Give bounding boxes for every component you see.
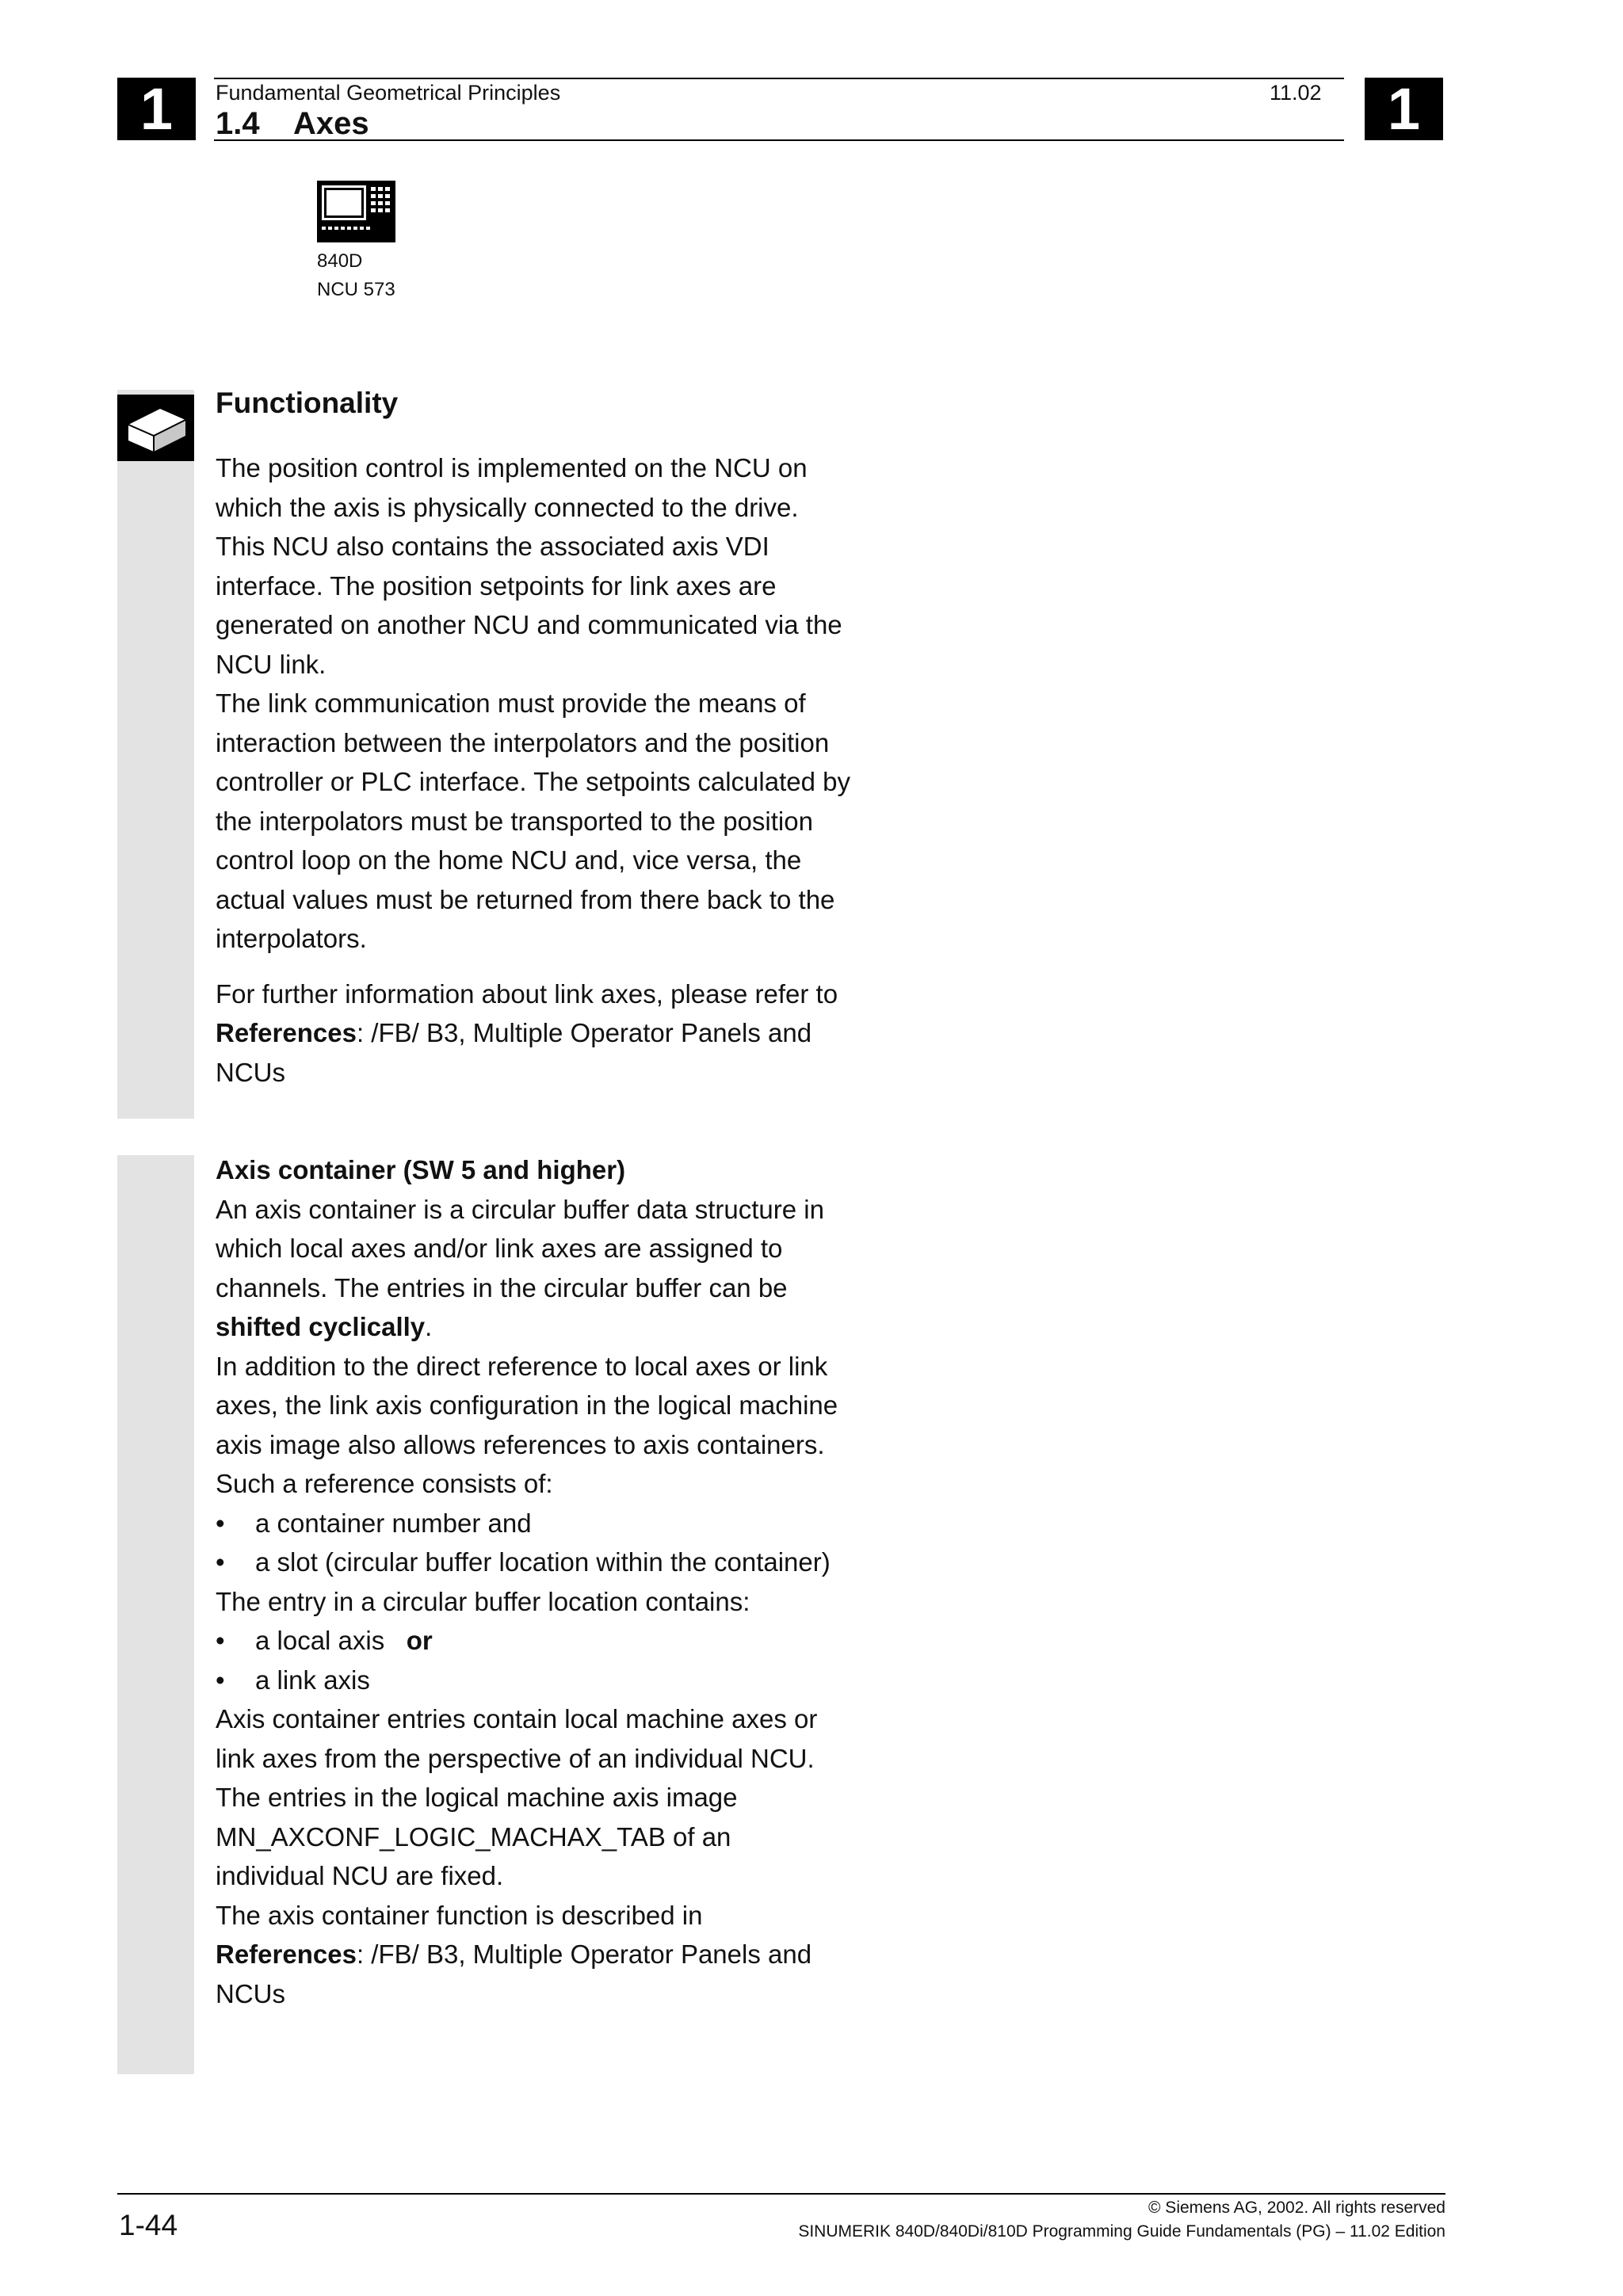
section-number: 1.4 [216, 106, 260, 141]
text-line: interpolators. [216, 924, 367, 953]
list-item-text: a local axis [255, 1626, 385, 1655]
list-item: • a link axis [216, 1661, 897, 1700]
section-title: Axes [293, 106, 369, 141]
or-keyword: or [406, 1626, 433, 1655]
text-line: interaction between the interpolators and the position [216, 727, 830, 757]
text-line: axes, the link axis configuration in the logical machine [216, 1390, 838, 1420]
text-line: Axis container entries contain local machine axes or [216, 1704, 818, 1733]
header-rule-bottom [214, 139, 1344, 141]
text-line: the interpolators must be transported to the position [216, 806, 813, 836]
margin-bar-functionality [117, 390, 194, 1119]
reference-line [216, 1013, 897, 1053]
list-item [216, 1621, 897, 1661]
text-line: individual NCU are fixed. [216, 1861, 504, 1890]
text-line: In addition to the direct reference to local axes or link [216, 1351, 828, 1381]
text-line: which local axes and/or link axes are assigned to [216, 1234, 783, 1263]
text-line: The entries in the logical machine axis image [216, 1783, 738, 1812]
text-line: interface. The position setpoints for link axes are [216, 570, 777, 601]
shifted-cyclically-text: shifted cyclically [216, 1312, 426, 1341]
chapter-number-box-left: 1 [117, 78, 196, 140]
header-rule-top [214, 78, 1344, 79]
functionality-heading: Functionality [216, 387, 399, 419]
cube-icon [117, 395, 194, 461]
text-line: which the axis is physically connected to the drive. [216, 492, 799, 522]
list-item: • a slot (circular buffer location within the container) [216, 1543, 897, 1582]
text-line: An axis container is a circular buffer data structure in [216, 1194, 824, 1224]
axis-container-body [216, 1150, 897, 2013]
page-number: 1-44 [119, 2209, 178, 2241]
list-item: • a container number and [216, 1504, 897, 1543]
text-line: This NCU also contains the associated axis VDI [216, 532, 769, 561]
text-line: control loop on the home NCU and, vice versa, the [216, 845, 802, 875]
control-panel-icon [317, 181, 395, 242]
text-line: NCUs [216, 1978, 285, 2008]
section-heading [216, 106, 369, 142]
text-line: controller or PLC interface. The setpoints calculated by [216, 767, 850, 796]
chapter-title: Fundamental Geometrical Principles [216, 81, 561, 105]
text-line: The entry in a circular buffer location contains: [216, 1586, 750, 1616]
footer-rule [117, 2193, 1445, 2195]
text-line: generated on another NCU and communicated via the [216, 610, 842, 639]
control-model-line: NCU 573 [317, 279, 395, 300]
control-model-line: 840D [317, 250, 363, 272]
chapter-number-box-right: 1 [1365, 78, 1443, 140]
text-line: NCUs [216, 1057, 285, 1087]
text-line: axis image also allows references to axis containers. [216, 1429, 825, 1459]
text-line: For further information about link axes, please refer to [216, 978, 838, 1009]
text-line: MN_AXCONF_LOGIC_MACHAX_TAB of an [216, 1821, 731, 1852]
text-line: The position control is implemented on the NCU on [216, 453, 808, 482]
reference-text: : /FB/ B3, Multiple Operator Panels and [356, 1018, 812, 1047]
text-line: link axes from the perspective of an individual NCU. [216, 1743, 815, 1773]
text-line: NCU link. [216, 649, 327, 679]
text-line: The link communication must provide the means of [216, 688, 806, 718]
text-line: actual values must be returned from there back to the [216, 884, 835, 914]
text-line: channels. The entries in the circular buffer can be [216, 1272, 788, 1302]
text-line: The axis container function is described in [216, 1900, 703, 1930]
control-model-label [317, 247, 395, 304]
text-line [216, 1307, 897, 1347]
reference-line [216, 1935, 897, 1974]
document-title: SINUMERIK 840D/840Di/810D Programming Guide Fundamentals (PG) – 11.02 Edition [798, 2222, 1445, 2241]
functionality-body [216, 448, 897, 1092]
copyright-notice: © Siemens AG, 2002. All rights reserved [1148, 2199, 1445, 2217]
references-label: References [216, 1939, 357, 1969]
margin-bar-container [117, 1155, 194, 2074]
reference-text: : /FB/ B3, Multiple Operator Panels and [356, 1939, 812, 1969]
text-fragment: . [425, 1312, 433, 1341]
axis-container-heading: Axis container (SW 5 and higher) [216, 1155, 626, 1184]
text-line: Such a reference consists of: [216, 1469, 553, 1498]
references-label: References [216, 1018, 357, 1047]
edition-date: 11.02 [1270, 81, 1322, 105]
